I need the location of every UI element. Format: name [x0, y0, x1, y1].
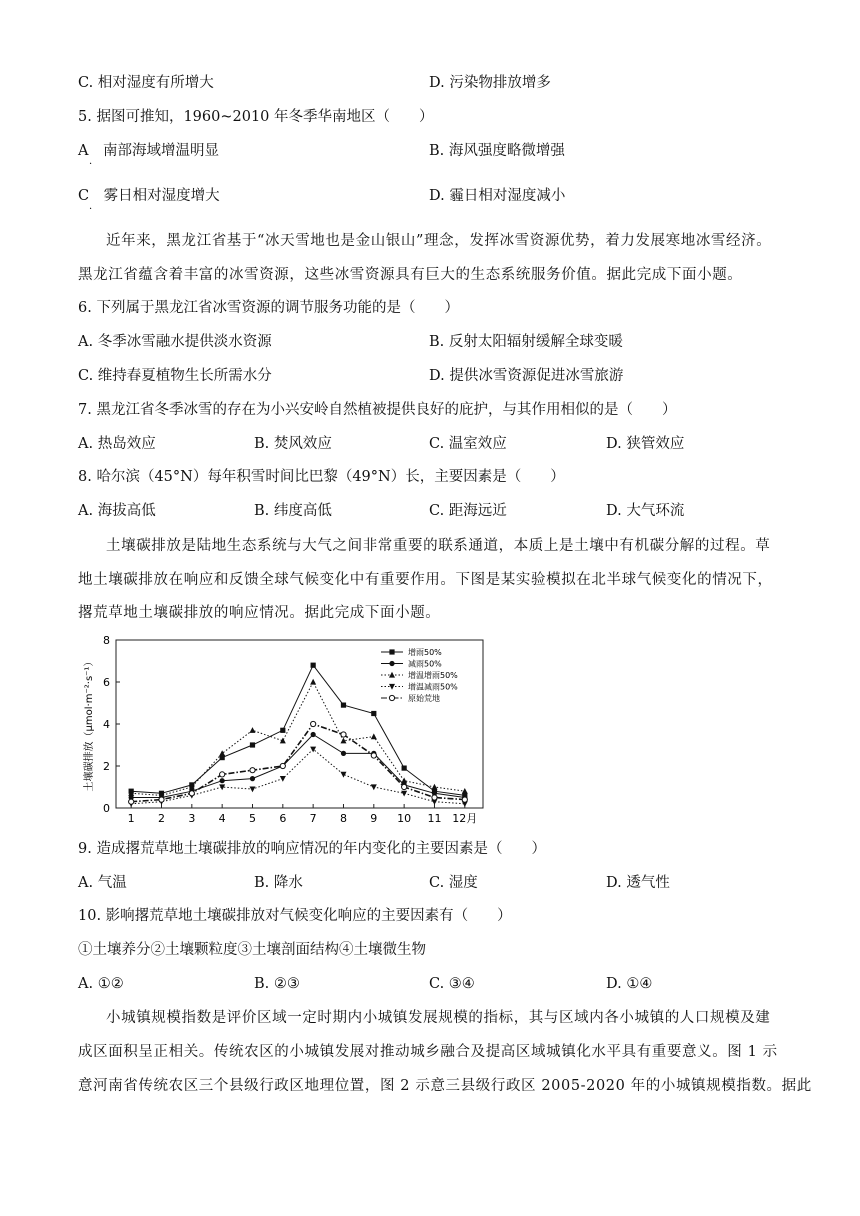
x-tick-label: 12月 [452, 812, 478, 825]
intro1-line1: 近年来，黑龙江省基于“冰天雪地也是金山银山”理念，发挥冰雪资源优势，着力发展寒地冰雪经济。 [106, 233, 772, 249]
intro2-line1: 土壤碳排放是陆地生态系统与大气之间非常重要的联系通道，本质上是土壤中有机碳分解的过程。草 [106, 538, 771, 554]
intro3-line2: 成区面积呈正相关。传统农区的小城镇发展对推动城乡融合及提高区域城镇化水平具有重要意义。图 1 示 [78, 1044, 778, 1060]
q7-option-d: D. 狭管效应 [606, 436, 685, 452]
q8-stem: 8. 哈尔滨（45°N）每年积雪时间比巴黎（49°N）长，主要因素是（ ） [78, 469, 565, 485]
data-point [249, 787, 255, 793]
q7-option-b: B. 焚风效应 [254, 436, 332, 452]
q5-option-d: D. 霾日相对湿度减小 [429, 188, 566, 204]
q5-option-a: A 南部海域增温明显 [78, 143, 219, 159]
data-point [371, 733, 377, 739]
legend-marker [389, 684, 395, 690]
soil-carbon-chart [78, 630, 498, 830]
q9-option-c: C. 湿度 [429, 875, 478, 891]
y-tick-label: 0 [103, 802, 110, 815]
data-point [249, 727, 255, 733]
x-tick-label: 11 [427, 812, 442, 825]
q8-option-d: D. 大气环流 [606, 503, 685, 519]
data-point [371, 753, 376, 758]
x-tick-label: 8 [339, 812, 347, 825]
q10-option-d: D. ①④ [606, 976, 653, 992]
data-point [189, 791, 194, 796]
q5-option-b: B. 海风强度略微增强 [429, 143, 565, 159]
q8-option-c: C. 距海远近 [429, 503, 507, 519]
data-point [341, 751, 346, 756]
legend-label: 减雨50% [408, 659, 442, 669]
x-tick-label: 6 [279, 812, 287, 825]
data-point [402, 784, 407, 789]
q9-option-a: A. 气温 [78, 875, 127, 891]
q7-option-a: A. 热岛效应 [78, 436, 156, 452]
data-point [402, 766, 407, 771]
legend-marker [389, 661, 394, 666]
q4-option-d: D. 污染物排放增多 [429, 75, 551, 91]
q9-option-d: D. 透气性 [606, 875, 670, 891]
series-line-5 [131, 724, 465, 802]
data-point [220, 772, 225, 777]
data-point [250, 768, 255, 773]
data-point [371, 784, 377, 790]
data-point [220, 778, 225, 783]
x-tick-label: 2 [157, 812, 165, 825]
q10-stem: 10. 影响撂荒草地土壤碳排放对气候变化响应的主要因素有（ ） [78, 908, 512, 924]
x-tick-label: 3 [188, 812, 196, 825]
q6-option-c: C. 维持春夏植物生长所需水分 [78, 368, 272, 384]
legend-marker [389, 695, 394, 700]
q6-option-d: D. 提供冰雪资源促进冰雪旅游 [429, 368, 624, 384]
intro2-line2: 地土壤碳排放在响应和反馈全球气候变化中有重要作用。下图是某实验模拟在北半球气候变化的情况下， [78, 572, 773, 588]
q10-option-c: C. ③④ [429, 976, 475, 992]
q6-option-a: A. 冬季冰雪融水提供淡水资源 [78, 334, 272, 350]
data-point [431, 784, 437, 790]
data-point [462, 797, 467, 802]
data-point [371, 711, 376, 716]
y-axis-label: 土壤碳排放（μmol·m⁻²·s⁻¹） [84, 656, 95, 792]
legend-marker [389, 672, 395, 678]
data-point [341, 732, 346, 737]
intro3-line3: 意河南省传统农区三个县级行政区地理位置，图 2 示意三县级行政区 2005-2020 年的小城镇规模指数。据此 [78, 1078, 812, 1094]
q5-option-c: C 雾日相对湿度增大 [78, 188, 220, 204]
intro2-line3: 撂荒草地土壤碳排放的响应情况。据此完成下面小题。 [78, 605, 441, 621]
q8-option-b: B. 纬度高低 [254, 503, 332, 519]
legend-marker [389, 649, 394, 654]
legend-label: 增雨50% [408, 648, 442, 658]
q10-option-b: B. ②③ [254, 976, 300, 992]
y-tick-label: 6 [103, 676, 110, 689]
q8-option-a: A. 海拔高低 [78, 503, 156, 519]
data-point [401, 778, 407, 784]
data-point [250, 776, 255, 781]
legend-label: 增温减雨50% [408, 682, 458, 692]
data-point [129, 799, 134, 804]
x-tick-label: 1 [127, 812, 135, 825]
data-point [280, 728, 285, 733]
data-point [310, 679, 316, 685]
data-point [219, 750, 225, 756]
data-point [311, 721, 316, 726]
legend-label: 原始荒地 [408, 694, 440, 704]
q7-option-c: C. 温室效应 [429, 436, 507, 452]
x-tick-label: 9 [370, 812, 378, 825]
data-point [311, 732, 316, 737]
legend-label: 增温增雨50% [408, 671, 458, 681]
data-point [401, 791, 407, 797]
q10-option-a: A. ①② [78, 976, 124, 992]
q9-option-b: B. 降水 [254, 875, 303, 891]
q7-stem: 7. 黑龙江省冬季冰雪的存在为小兴安岭自然植被提供良好的庇护，与其作用相似的是（ ） [78, 402, 677, 418]
q6-stem: 6. 下列属于黑龙江省冰雪资源的调节服务功能的是（ ） [78, 300, 459, 316]
x-tick-label: 7 [309, 812, 317, 825]
data-point [280, 776, 286, 782]
x-tick-label: 5 [248, 812, 256, 825]
data-point [462, 788, 468, 794]
data-point [250, 742, 255, 747]
data-point [311, 663, 316, 668]
x-tick-label: 10 [397, 812, 412, 825]
data-point [280, 763, 285, 768]
intro1-line2: 黑龙江省蕴含着丰富的冰雪资源，这些冰雪资源具有巨大的生态系统服务价值。据此完成下面小题。 [78, 267, 743, 283]
intro3-line1: 小城镇规模指数是评价区域一定时期内小城镇发展规模的指标，其与区域内各小城镇的人口规模及建 [106, 1010, 771, 1026]
data-point [341, 703, 346, 708]
data-point [159, 797, 164, 802]
data-point [432, 795, 437, 800]
y-tick-label: 4 [103, 718, 110, 731]
q9-stem: 9. 造成撂荒草地土壤碳排放的响应情况的年内变化的主要因素是（ ） [78, 841, 546, 857]
data-point [340, 772, 346, 778]
x-tick-label: 4 [218, 812, 226, 825]
y-tick-label: 2 [103, 760, 110, 773]
q4-option-c: C. 相对湿度有所增大 [78, 75, 214, 91]
y-tick-label: 8 [103, 634, 110, 647]
q10-items: ①土壤养分②土壤颗粒度③土壤剖面结构④土壤微生物 [78, 942, 426, 958]
mark-dot: · [89, 159, 93, 170]
q5-stem: 5. 据图可推知，1960~2010 年冬季华南地区（ ） [78, 109, 434, 125]
mark-dot: · [89, 204, 93, 215]
q6-option-b: B. 反射太阳辐射缓解全球变暖 [429, 334, 623, 350]
